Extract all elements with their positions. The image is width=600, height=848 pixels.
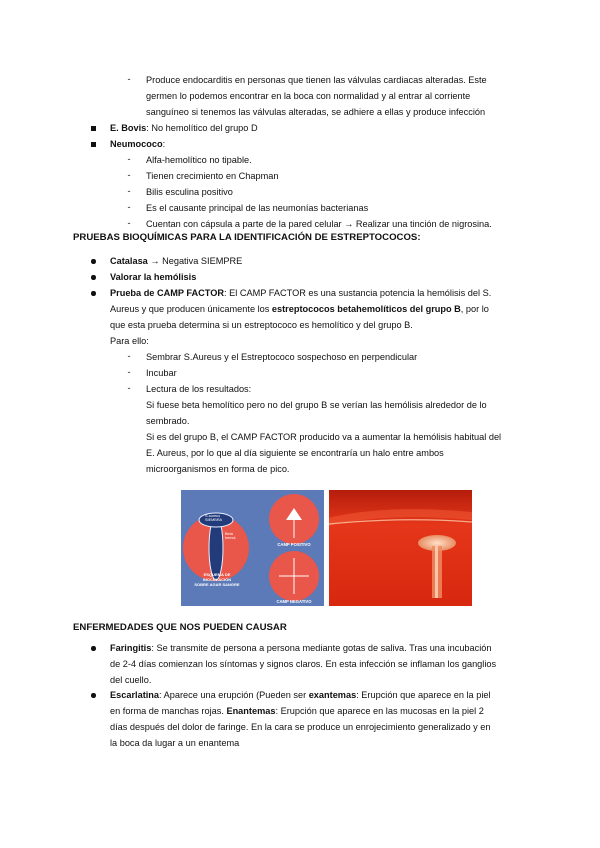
dash-marker: -	[127, 170, 131, 180]
camp-positivo-label: CAMP POSITIVO	[277, 542, 311, 547]
faringitis-text: : Se transmite de persona a persona mediante gotas de saliva. Tras una incubación	[151, 643, 492, 653]
s-aureus-text: S.aureus	[205, 514, 221, 518]
camp-text-b: estreptococos betahemolíticos del grupo B	[271, 304, 461, 314]
camp-line-3: que esta prueba determina si un estreptococo es hemolítico y del grupo B.	[110, 320, 413, 330]
agar-plate-art	[329, 490, 472, 606]
escarlatina-text-d: en forma de manchas rojas.	[110, 706, 227, 716]
hemolisis-label: Valorar la hemólisis	[110, 272, 197, 282]
camp-name: Prueba de CAMP FACTOR	[110, 288, 225, 298]
exantemas-term: exantemas	[308, 690, 357, 700]
escarlatina-line-2	[110, 705, 484, 717]
catalasa-text: → Negativa SIEMPRE	[147, 256, 243, 266]
round-bullet	[91, 646, 96, 651]
s-aureus-label	[205, 514, 222, 522]
dash-marker: -	[127, 186, 131, 196]
result-line-5: microorganismos en forma de pico.	[146, 464, 290, 474]
camp-text-c: , por lo	[460, 304, 489, 314]
beta-label	[225, 532, 236, 540]
section-heading-enfermedades: ENFERMEDADES QUE NOS PUEDEN CAUSAR	[73, 622, 287, 633]
round-bullet	[91, 291, 96, 296]
square-bullet	[91, 126, 96, 131]
camp-diagram	[181, 490, 324, 606]
dash-marker: -	[127, 218, 131, 228]
faringitis-name: Faringitis	[110, 643, 152, 653]
faringitis-line-3: del cuello.	[110, 675, 152, 685]
para-ello: Para ello:	[110, 336, 149, 346]
bovis-text: : No hemolítico del grupo D	[146, 123, 258, 133]
catalasa-name: Catalasa	[110, 256, 148, 266]
inoculation-text: ESQUEMA DE INOCULACIÓN	[202, 572, 232, 582]
bovis-item	[110, 122, 258, 134]
intro-line-3: sanguíneo si tenemos las válvulas alteradas, se adhiere a ellas y produce infección	[146, 107, 486, 117]
intro-line-2: germen lo podemos encontrar en la boca con normalidad y al entrar al corriente	[146, 91, 471, 101]
camp-text-a: Aureus y que producen únicamente los	[110, 304, 272, 314]
escarlatina-text-e: : Erupción que aparece en las mucosas en la piel 2	[275, 706, 484, 716]
round-bullet	[91, 259, 96, 264]
neumococo-point: Es el causante principal de las neumonías bacterianas	[146, 203, 369, 213]
result-line-1: Si fuese beta hemolítico pero no del grupo B se verían las hemólisis alrededor de lo	[146, 400, 487, 410]
faringitis-line-2: de 2-4 días comienzan los síntomas y signos claros. En esta infección se inflaman los ganglios	[110, 659, 497, 669]
neumococo-point: Alfa-hemolítico no tipable.	[146, 155, 252, 165]
bovis-name: E. Bovis	[110, 123, 147, 133]
neumococo-point: Tienen crecimiento en Chapman	[146, 171, 279, 181]
escarlatina-line-1	[110, 689, 491, 701]
escarlatina-line-3: días después del dolor de faringe. En la cara se produce un enrojecimiento generalizado y en	[110, 722, 491, 732]
result-line-4: E. Aureus, por lo que al día siguiente se encontraría un halo entre ambos	[146, 448, 444, 458]
camp-negativo-label: CAMP NEGATIVO	[276, 599, 312, 604]
dash-marker: -	[127, 74, 131, 84]
inoculation-label	[189, 572, 245, 587]
result-line-2: sembrado.	[146, 416, 190, 426]
beta-subtext: hemol.	[225, 536, 237, 540]
dash-marker: -	[127, 351, 131, 361]
s-aureus-subtext: SIEMBRA	[205, 518, 223, 522]
dash-marker: -	[127, 383, 131, 393]
camp-line-2	[110, 303, 489, 315]
dash-marker: -	[127, 154, 131, 164]
hemolisis-item	[110, 271, 196, 283]
round-bullet	[91, 693, 96, 698]
enantemas-term: Enantemas	[226, 706, 276, 716]
round-bullet	[91, 275, 96, 280]
dash-marker: -	[127, 202, 131, 212]
faringitis-line-1	[110, 642, 492, 654]
square-bullet	[91, 142, 96, 147]
section-heading-pruebas: PRUEBAS BIOQUÍMICAS PARA LA IDENTIFICACIÓN DE ESTREPTOCOCOS:	[73, 232, 421, 243]
step-item: Sembrar S.Aureus y el Estreptococo sospechoso en perpendicular	[146, 352, 418, 362]
step-item: Lectura de los resultados:	[146, 384, 252, 394]
camp-text: : El CAMP FACTOR es una sustancia potencia la hemólisis del S.	[224, 288, 492, 298]
inoculation-subtext: SOBRE AGAR SANGRE	[194, 582, 240, 587]
escarlatina-name: Escarlatina	[110, 690, 160, 700]
neumococo-colon: :	[162, 139, 166, 149]
neumococo-point: Cuentan con cápsula a parte de la pared celular → Realizar una tinción de nigrosina.	[146, 219, 492, 229]
neumococo-name: Neumococo	[110, 139, 163, 149]
beta-text: Beta	[225, 532, 233, 536]
escarlatina-text-c: : Erupción que aparece en la piel	[356, 690, 491, 700]
escarlatina-line-4: la boca da lugar a un enantema	[110, 738, 240, 748]
catalasa-item	[110, 255, 242, 267]
result-line-3: Si es del grupo B, el CAMP FACTOR producido va a aumentar la hemólisis habitual del	[146, 432, 502, 442]
camp-diagram-art	[181, 490, 324, 606]
dash-marker: -	[127, 367, 131, 377]
neumococo-point: Bilis esculina positivo	[146, 187, 233, 197]
neumococo-item	[110, 138, 165, 150]
camp-line-1	[110, 287, 491, 299]
escarlatina-text-a: : Aparece una erupción (Pueden ser	[159, 690, 309, 700]
step-item: Incubar	[146, 368, 177, 378]
intro-line-1: Produce endocarditis en personas que tienen las válvulas cardiacas alteradas. Este	[146, 75, 487, 85]
agar-plate-photo	[329, 490, 472, 606]
